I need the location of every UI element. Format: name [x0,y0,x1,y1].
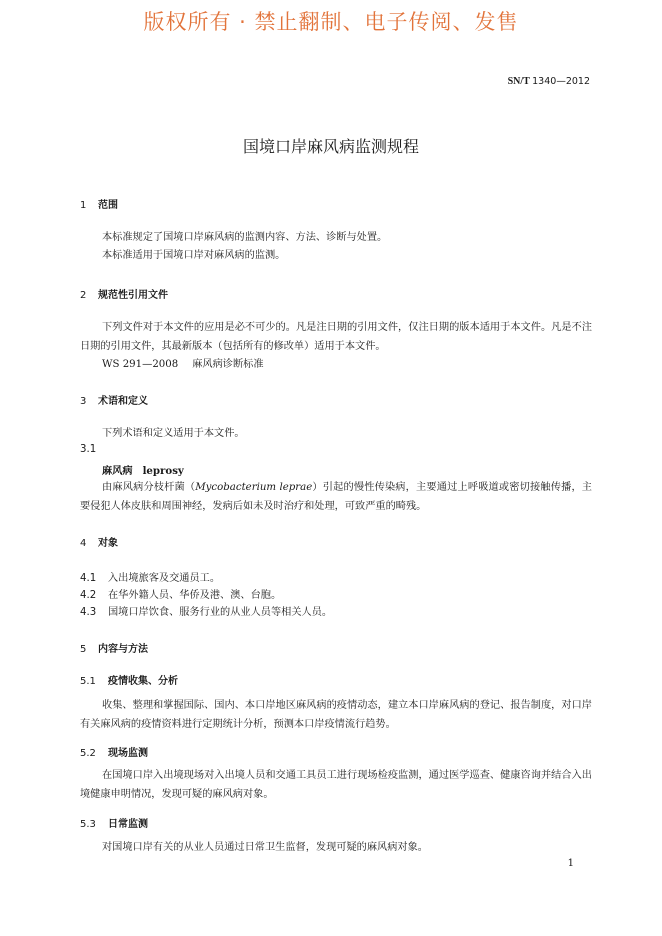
document-title: 国境口岸麻风病监测规程 [242,137,419,156]
latin-name: Mycobacterium leprae [195,482,313,493]
term-entry [102,462,184,477]
list-item: 4.2 在华外籍人员、华侨及港、澳、台胞。 [80,590,282,601]
section-1-heading [80,196,118,211]
list-item: 4.3 国境口岸饮食、服务行业的从业人员等相关人员。 [80,607,333,618]
section-5-heading [80,640,148,655]
subsection-5-1-heading: 5.1 疫情收集、分析 [80,676,178,687]
section-3-paragraph: 下列术语和定义适用于本文件。 [102,428,245,439]
section-4-heading [80,534,118,549]
section-3-heading [80,392,148,407]
subsection-5-3-paragraph: 对国境口岸有关的从业人员通过日常卫生监督，发现可疑的麻风病对象。 [102,842,428,853]
section-number: 2 [80,290,87,301]
section-2-paragraph: 下列文件对于本文件的应用是必不可少的。凡是注日期的引用文件，仅注日期的版本适用于本文件。凡是不注日期的引用文件，其最新版本（包括所有的修改单）适用于本文件。 [80,322,592,352]
section-1-paragraph-2: 本标准适用于国境口岸对麻风病的监测。 [102,250,286,261]
subsection-5-3-heading: 5.3 日常监测 [80,819,148,830]
section-1-paragraph-1: 本标准规定了国境口岸麻风病的监测内容、方法、诊断与处置。 [102,232,388,243]
normative-reference [102,355,264,370]
subsection-3-1-number: 3.1 [80,444,97,455]
standard-code [508,76,590,87]
section-title: 术语和定义 [98,396,148,407]
standard-code-number: 1340—2012 [532,76,590,87]
term-definition: 由麻风病分枝杆菌（Mycobacterium leprae）引起的慢性传染病，主要通过上呼吸道或密切接触传播，主要侵犯人体皮肤和周围神经，发病后如未及时治疗和处理，可致严重的畸残。 [80,482,592,512]
page-number: 1 [567,858,574,869]
subsection-5-1-paragraph: 收集、整理和掌握国际、国内、本口岸地区麻风病的疫情动态，建立本口岸麻风病的登记、报告制度，对口岸有关麻风病的疫情资料进行定期统计分析，预测本口岸疫情流行趋势。 [80,700,592,730]
reference-title: 麻风病诊断标准 [192,359,264,370]
section-number: 5 [80,644,87,655]
reference-code: WS 291—2008 [102,359,179,370]
term-english: leprosy [142,465,184,477]
section-title: 规范性引用文件 [98,290,168,301]
section-title: 对象 [98,538,118,549]
list-item: 4.1 入出境旅客及交通员工。 [80,573,221,584]
copyright-watermark: 版权所有 · 禁止翻制、电子传阅、发售 [143,10,519,34]
term-chinese: 麻风病 [102,465,133,477]
section-title: 范围 [98,200,118,211]
section-number: 4 [80,538,87,549]
section-number: 3 [80,396,87,407]
standard-code-prefix: SN/T [507,76,530,87]
section-2-heading [80,286,168,301]
subsection-5-2-paragraph: 在国境口岸入出境现场对入出境人员和交通工具员工进行现场检疫监测，通过医学巡查、健康咨询并结合入出境健康申明情况，发现可疑的麻风病对象。 [80,770,592,800]
section-number: 1 [80,200,87,211]
section-title: 内容与方法 [98,644,148,655]
subsection-5-2-heading: 5.2 现场监测 [80,748,148,759]
